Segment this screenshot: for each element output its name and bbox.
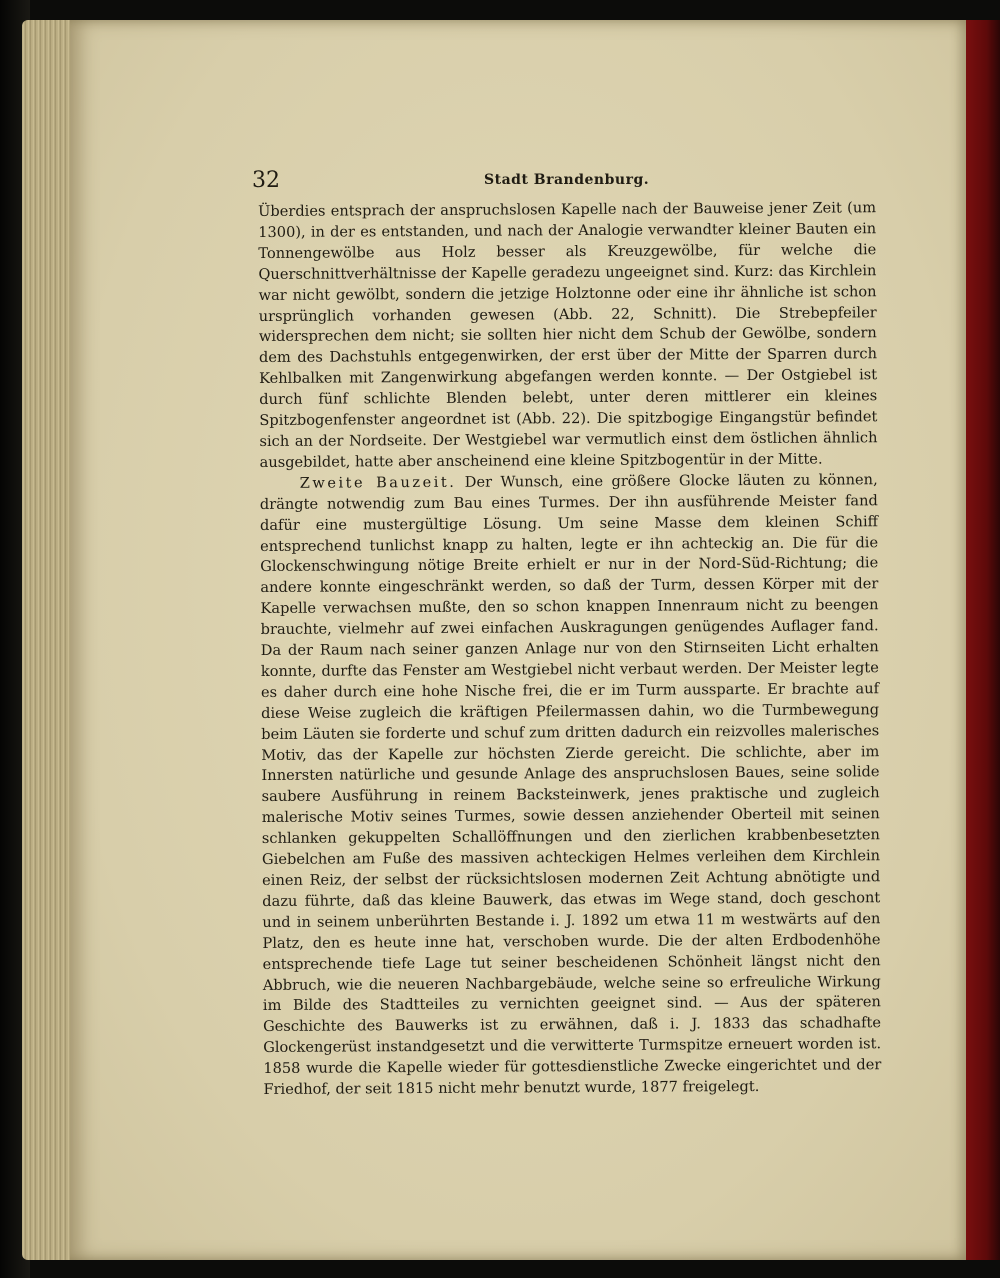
paragraph-2-text: Der Wunsch, eine größere Glocke läuten zu können, drängte notwendig zum Bau eines Turmes. Der ihn ausführende Meister fand dafür eine mustergültige Lösung. Um seine Masse dem kleinen Schiff entsprechend tunlichst knapp zu halten, legte er ihn achteckig an. Die für die Glockenschwingung nötige Breite erhielt er nur in der Nord-Süd-Richtung; die andere konnte eingeschränkt werden, so daß der Turm, dessen Körper mit der Kapelle verwachsen mußte, den so schon knappen Innenraum nicht zu beengen brauchte, vielmehr auf zwei einfachen Auskragungen genügendes Auflager fand. Da der Raum nach seiner ganzen Anlage nur von den Stirnseiten Licht erhalten konnte, durfte das Fenster am Westgiebel nicht verbaut werden. Der Meister legte es daher durch eine hohe Nische frei, die er im Turm aussparte. Er brachte auf diese Weise zugleich die kräftigen Pfeilermassen dahin, wo die Turmbewegung beim Läuten sie forderte und schuf zum dritten dadurch ein reizvolles malerisches Motiv, das der Kapelle zur höchsten Zierde gereicht. Die schlichte, aber im Innersten natürliche und gesunde Anlage des anspruchslosen Baues, seine solide saubere Ausführung in reinem Backsteinwerk, jenes praktische und zugleich malerische Motiv seines Turmes, sowie dessen anziehender Oberteil mit seinen schlanken gekuppelten Schallöffnungen und den zierlichen krabbenbesetzten Giebelchen am Fuße des massiven achteckigen Helmes verleihen dem Kirchlein einen Reiz, der selbst der rücksichtslosen modernen Zeit Achtung abnötigte und dazu führte, daß das kleine Bauwerk, das etwas im Wege stand, doch geschont und in seinem unberührten Bestande i. J. 1892 um etwa 11 m westwärts auf den Platz, den es heute inne hat, verschoben wurde. Die der alten Erdbodenhöhe entsprechende tiefe Lage tut seiner bescheidenen Schönheit längst nicht den Abbruch, wie die neueren Nachbargebäude, welche seine so erfreuliche Wirkung im Bilde des Stadtteiles zu vernichten geeignet sind. — Aus der späteren Geschichte des Bauwerks ist zu erwähnen, daß i. J. 1833 das schadhafte Glockengerüst instandgesetzt und die verwitterte Turmspitze erneuert worden ist. 1858 wurde die Kapelle wieder für gottesdienstliche Zwecke eingerichtet und der Friedhof, der seit 1815 nicht mehr benutzt wurde, 1877 freigelegt. (259, 471, 882, 1099)
page-header (252, 168, 880, 198)
body-text (258, 198, 881, 1101)
running-title: Stadt Brandenburg. (484, 172, 650, 188)
paragraph-1 (258, 198, 878, 474)
section-lead: Zweite Bauzeit. (299, 473, 457, 492)
paragraph-1-text: Überdies entsprach der anspruchslosen Kapelle nach der Bauweise jener Zeit (um 1300), in der es entstanden, und nach der Analogie verwandter kleiner Bauten ein Tonnengewölbe aus Holz besser als Kreuzgewölbe, für welche die Querschnittverhältnisse der Kapelle geradezu ungeeignet sind. Kurz: das Kirchlein war nicht gewölbt, sondern die jetzige Holztonne oder eine ihr ähnliche ist schon ursprünglich vorhanden gewesen (Abb. 22, Schnitt). Die Strebepfeiler widersprechen dem nicht; sie sollten hier nicht dem Schub der Gewölbe, sondern dem des Dachstuhls entgegenwirken, der erst über der Mitte der Sparren durch Kehlbalken mit Zangenwirkung abgefangen werden konnte. — Der Ostgiebel ist durch fünf schlichte Blenden belebt, unter deren mittlerer ein kleines Spitzbogenfenster angeordnet ist (Abb. 22). Die spitzbogige Eingangstür befindet sich an der Nordseite. Der Westgiebel war vermutlich einst dem östlichen ähnlich ausgebildet, hatte aber anscheinend eine kleine Spitzbogentür in der Mitte. (258, 199, 878, 471)
facing-page-edge (966, 20, 1000, 1260)
paragraph-2 (260, 470, 882, 1101)
page-number: 32 (252, 168, 280, 193)
